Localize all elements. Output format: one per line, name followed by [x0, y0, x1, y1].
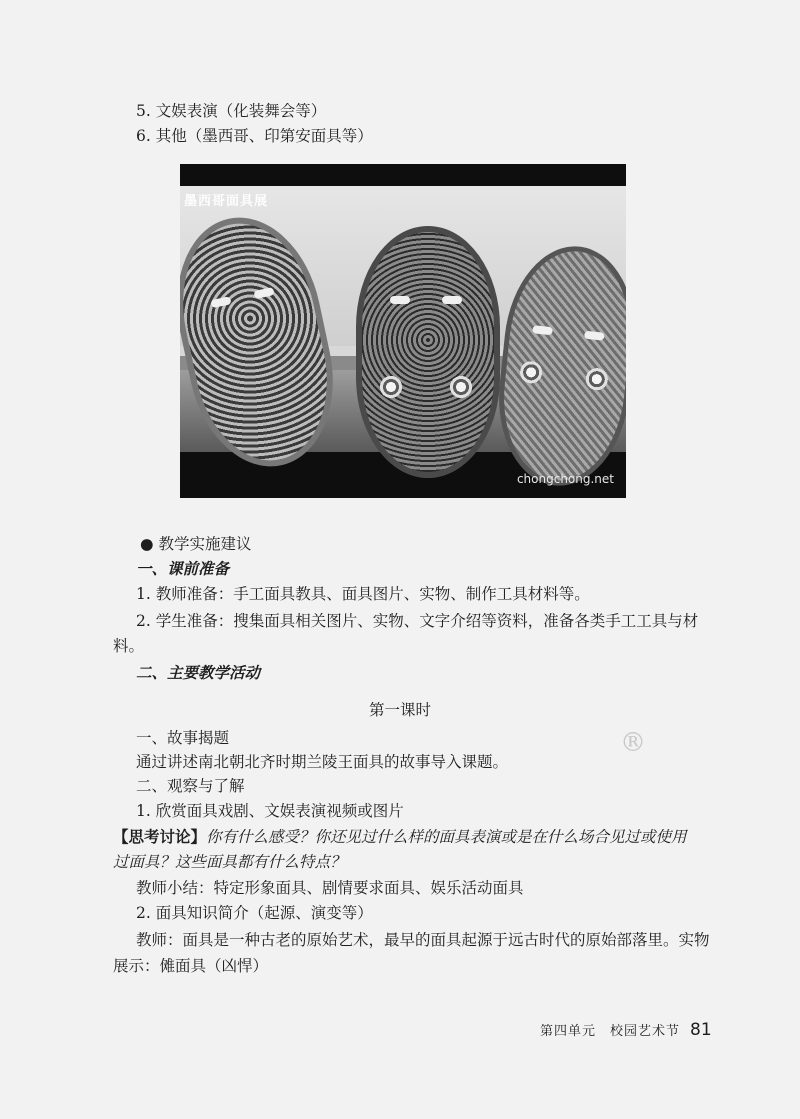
- teacher-summary: 教师小结：特定形象面具、剧情要求面具、娱乐活动面具: [136, 879, 524, 897]
- discussion-line1: [113, 827, 687, 847]
- photo-credit: chongchong.net: [516, 472, 614, 486]
- page-number: 81: [690, 1020, 712, 1040]
- registered-watermark: ®: [620, 728, 646, 758]
- lesson-title: 第一课时: [368, 701, 431, 719]
- mexican-mask-photo: [180, 164, 626, 498]
- story-heading: 一、故事揭题: [136, 729, 230, 747]
- teacher-line1: 教师：面具是一种古老的原始艺术，最早的面具起源于远古时代的原始部落里。实物: [136, 931, 710, 949]
- unit-title: 第四单元 校园艺术节: [540, 1024, 681, 1039]
- student-prep-line2: 料。: [113, 637, 145, 655]
- photo-title: 墨西哥面具展: [184, 194, 269, 209]
- observe-heading: 二、观察与了解: [136, 777, 245, 795]
- prep-heading: 一、课前准备: [136, 559, 230, 578]
- teacher-line2: 展示：傩面具（凶悍）: [113, 957, 269, 975]
- observe-item-2: 2. 面具知识简介（起源、演变等）: [136, 904, 373, 922]
- story-text: 通过讲述南北朝北齐时期兰陵王面具的故事导入课题。: [136, 753, 509, 771]
- page-footer: [540, 1020, 712, 1040]
- beaded-mask-center: [356, 226, 500, 478]
- activities-heading: 二、主要教学活动: [136, 663, 261, 682]
- student-prep-line1: 2. 学生准备：搜集面具相关图片、实物、文字介绍等资料，准备各类手工工具与材: [136, 612, 699, 630]
- observe-item-1: 1. 欣赏面具戏剧、文娱表演视频或图片: [136, 802, 404, 820]
- photo-scene: [180, 186, 626, 452]
- section-heading: ● 教学实施建议: [140, 535, 252, 553]
- teacher-prep: 1. 教师准备：手工面具教具、面具图片、实物、制作工具材料等。: [136, 585, 590, 603]
- discussion-line2: 过面具？这些面具都有什么特点？: [113, 853, 346, 871]
- discussion-tag: 【思考讨论】: [113, 827, 207, 846]
- list-item-5: 5. 文娱表演（化装舞会等）: [136, 102, 327, 120]
- discussion-question: 你有什么感受？你还见过什么样的面具表演或是在什么场合见过或使用: [206, 828, 687, 846]
- list-item-6: 6. 其他（墨西哥、印第安面具等）: [136, 127, 373, 145]
